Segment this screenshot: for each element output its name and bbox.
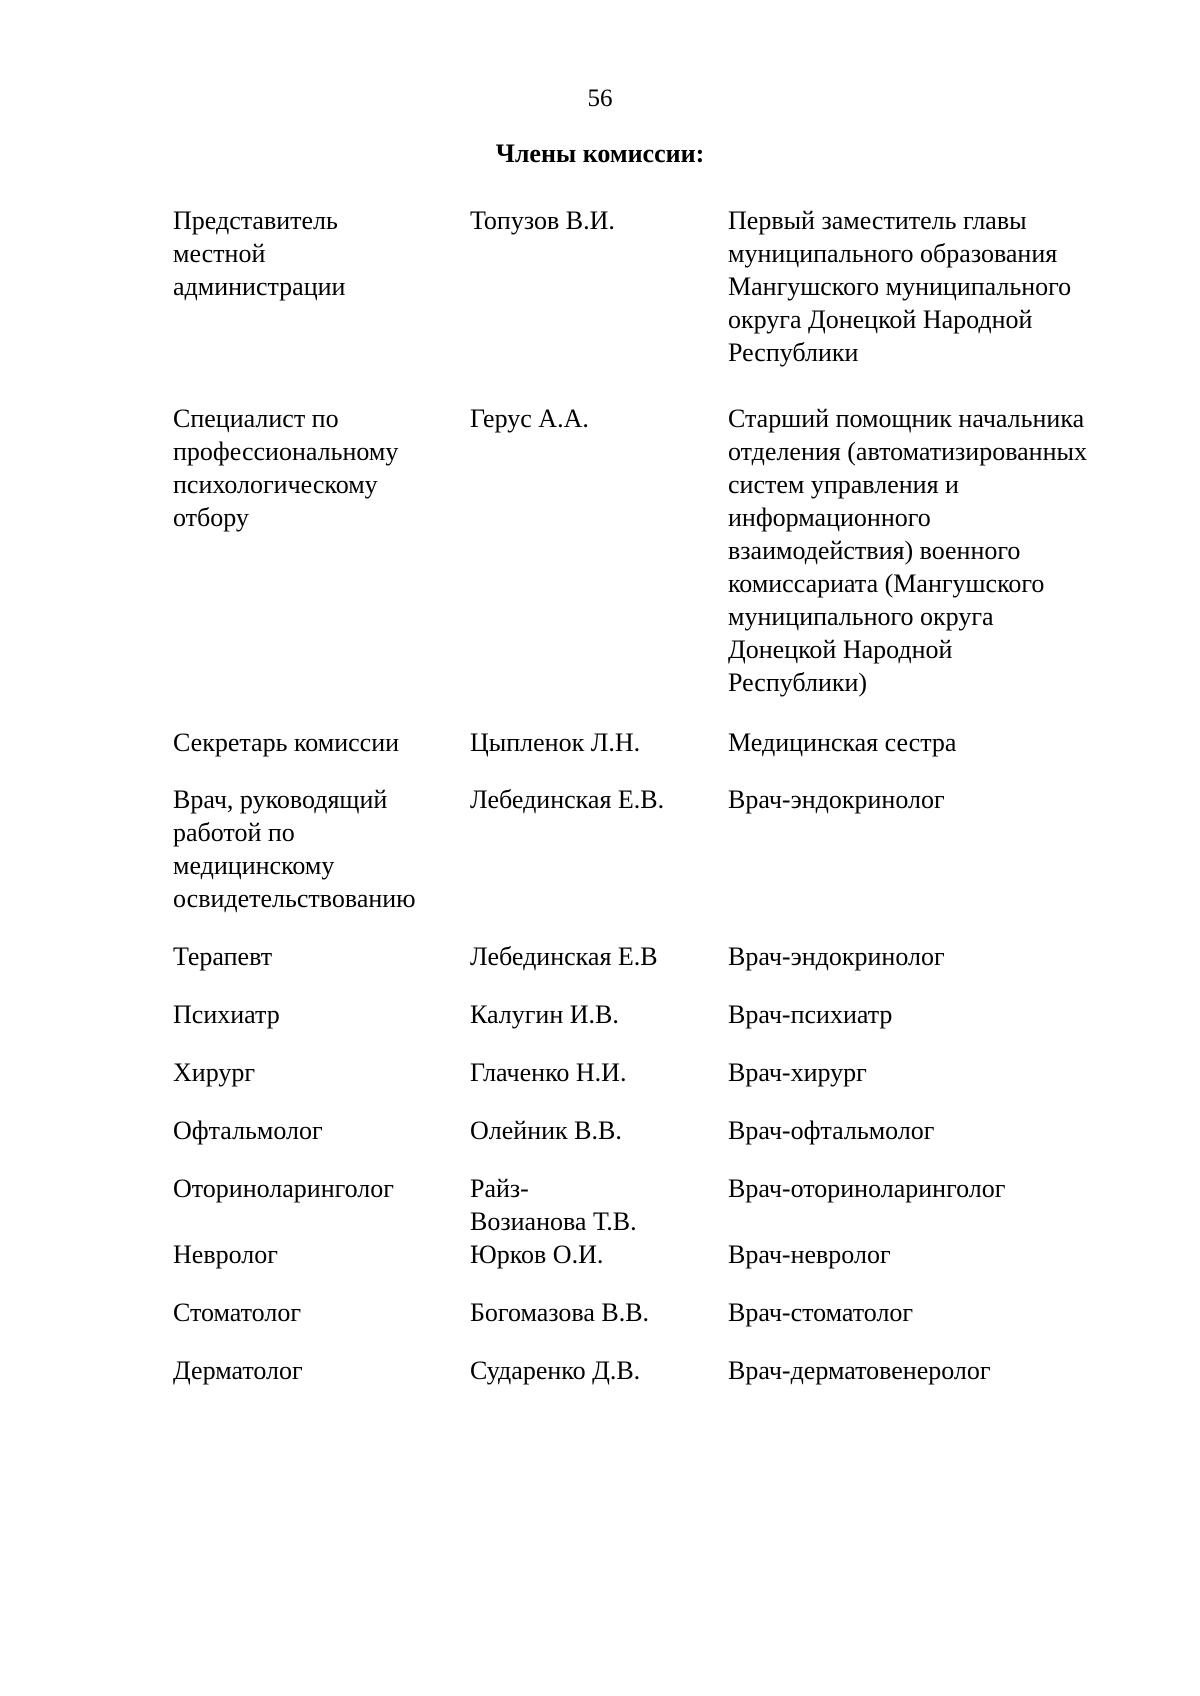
member-position: [728, 998, 1133, 1031]
text-line: Врач-офтальмолог: [728, 1116, 935, 1145]
text-line: Медицинская сестра: [728, 728, 957, 757]
text-line: систем управления и: [728, 470, 959, 499]
member-row: [173, 783, 1133, 915]
text-line: администрации: [173, 272, 346, 301]
text-line: Врач-дерматовенеролог: [728, 1356, 991, 1385]
member-role: [173, 1056, 470, 1089]
member-name: [470, 204, 728, 369]
text-line: местной: [173, 239, 266, 268]
member-position: [728, 204, 1133, 369]
text-line: профессиональному: [173, 437, 399, 466]
text-line: Хирург: [173, 1058, 256, 1087]
text-line: Секретарь комиссии: [173, 728, 400, 757]
member-position: [728, 1172, 1133, 1238]
text-line: Герус А.А.: [470, 404, 589, 433]
text-line: Врач, руководящий: [173, 785, 388, 814]
member-position: [728, 1354, 1133, 1387]
text-line: Терапевт: [173, 942, 273, 971]
text-line: Лебединская Е.В.: [470, 785, 665, 814]
text-line: муниципального образования: [728, 239, 1058, 268]
member-role: [173, 1296, 470, 1329]
member-name: [470, 402, 728, 699]
text-line: Старший помощник начальника: [728, 404, 1085, 433]
member-row: [173, 1114, 1133, 1147]
member-name: [470, 1354, 728, 1387]
section-title: Члены комиссии:: [495, 139, 705, 168]
member-role: [173, 998, 470, 1031]
text-line: Республики: [728, 338, 859, 367]
text-line: взаимодействия) военного: [728, 536, 1021, 565]
text-line: Врач-невролог: [728, 1240, 891, 1269]
text-line: информационного: [728, 503, 931, 532]
text-line: Богомазова В.В.: [470, 1298, 650, 1327]
text-line: Лебединская Е.В: [470, 942, 658, 971]
member-row: [173, 1056, 1133, 1089]
text-line: Возианова Т.В.: [470, 1207, 637, 1236]
text-line: Донецкой Народной: [728, 635, 953, 664]
text-line: Офтальмолог: [173, 1116, 323, 1145]
text-line: Оториноларинголог: [173, 1174, 394, 1203]
text-line: Цыпленок Л.Н.: [470, 728, 641, 757]
member-row: [173, 1354, 1133, 1387]
text-line: Первый заместитель главы: [728, 206, 1027, 235]
member-role: [173, 1238, 470, 1271]
text-line: отбору: [173, 503, 249, 532]
member-row: [173, 726, 1133, 759]
member-name: [470, 1238, 728, 1271]
member-position: [728, 1056, 1133, 1089]
text-line: Сударенко Д.В.: [470, 1356, 641, 1385]
member-name: [470, 940, 728, 973]
member-position: [728, 783, 1133, 915]
text-line: Специалист по: [173, 404, 339, 433]
member-row: [173, 204, 1133, 369]
text-line: Врач-эндокринолог: [728, 942, 945, 971]
member-row: [173, 1296, 1133, 1329]
member-position: [728, 726, 1133, 759]
member-role: [173, 783, 470, 915]
text-line: Врач-оториноларинголог: [728, 1174, 1006, 1203]
member-row: [173, 998, 1133, 1031]
text-line: Глаченко Н.И.: [470, 1058, 627, 1087]
text-line: Мангушского муниципального: [728, 272, 1072, 301]
text-line: Врач-хирург: [728, 1058, 867, 1087]
member-position: [728, 1296, 1133, 1329]
member-role: [173, 726, 470, 759]
text-line: Врач-психиатр: [728, 1000, 893, 1029]
text-line: округа Донецкой Народной: [728, 305, 1033, 334]
text-line: Врач-стоматолог: [728, 1298, 914, 1327]
text-line: Психиатр: [173, 1000, 280, 1029]
member-position: [728, 940, 1133, 973]
member-name: [470, 1056, 728, 1089]
member-position: [728, 1114, 1133, 1147]
member-role: [173, 204, 470, 369]
text-line: психологическому: [173, 470, 378, 499]
text-line: Дерматолог: [173, 1356, 303, 1385]
text-line: комиссариата (Мангушского: [728, 569, 1045, 598]
member-row: [173, 1238, 1133, 1271]
member-name: [470, 783, 728, 915]
member-name: [470, 998, 728, 1031]
member-role: [173, 1114, 470, 1147]
member-name: [470, 1114, 728, 1147]
text-line: медицинскому: [173, 851, 335, 880]
text-line: Представитель: [173, 206, 338, 235]
text-line: Калугин И.В.: [470, 1000, 619, 1029]
member-position: [728, 1238, 1133, 1271]
member-row: [173, 1172, 1133, 1238]
member-role: [173, 402, 470, 699]
text-line: работой по: [173, 818, 295, 847]
members-list: [173, 204, 1133, 1387]
member-row: [173, 940, 1133, 973]
text-line: Топузов В.И.: [470, 206, 615, 235]
member-role: [173, 940, 470, 973]
text-line: Юрков О.И.: [470, 1240, 604, 1269]
member-role: [173, 1172, 470, 1238]
text-line: Стоматолог: [173, 1298, 301, 1327]
text-line: Олейник В.В.: [470, 1116, 622, 1145]
member-name: [470, 726, 728, 759]
member-role: [173, 1354, 470, 1387]
text-line: Республики): [728, 668, 868, 697]
text-line: отделения (автоматизированных: [728, 437, 1087, 466]
text-line: освидетельствованию: [173, 884, 416, 913]
text-line: Райз-: [470, 1174, 529, 1203]
member-name: [470, 1296, 728, 1329]
page-number: 56: [587, 85, 613, 112]
member-row: [173, 402, 1133, 699]
text-line: муниципального округа: [728, 602, 994, 631]
member-position: [728, 402, 1133, 699]
member-name: [470, 1172, 728, 1238]
text-line: Невролог: [173, 1240, 278, 1269]
text-line: Врач-эндокринолог: [728, 785, 945, 814]
